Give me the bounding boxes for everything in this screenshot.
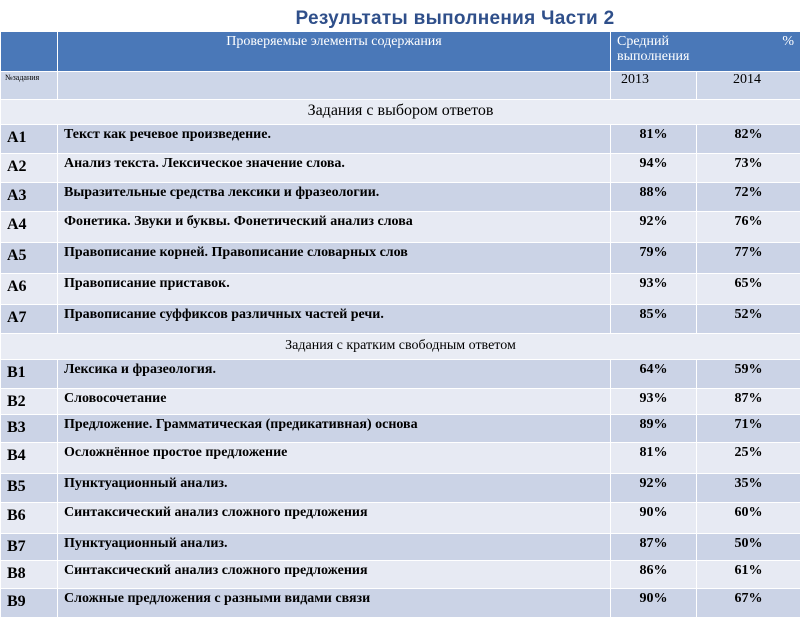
percent-2013: 89% [611, 415, 697, 443]
percent-2014: 50% [697, 534, 801, 561]
percent-2014: 77% [697, 243, 801, 274]
task-code: В2 [1, 389, 58, 415]
task-code: В6 [1, 503, 58, 534]
task-code: А3 [1, 183, 58, 212]
task-description: Лексика и фразеология. [58, 360, 611, 389]
table-row [1, 305, 801, 334]
header-row [1, 32, 801, 72]
percent-2014: 72% [697, 183, 801, 212]
percent-2014: 82% [697, 125, 801, 154]
page-title: Результаты выполнения Части 2 [295, 8, 615, 29]
percent-2013: 81% [611, 443, 697, 474]
task-code: В3 [1, 415, 58, 443]
header-average [611, 32, 801, 72]
table-row [1, 561, 801, 589]
percent-2014: 73% [697, 154, 801, 183]
percent-2013: 88% [611, 183, 697, 212]
percent-2013: 90% [611, 589, 697, 618]
percent-2014: 76% [697, 212, 801, 243]
task-description: Пунктуационный анализ. [58, 534, 611, 561]
percent-2014: 61% [697, 561, 801, 589]
table-row [1, 360, 801, 389]
task-code: В9 [1, 589, 58, 618]
table-row [1, 589, 801, 618]
task-code: А6 [1, 274, 58, 305]
task-code: А2 [1, 154, 58, 183]
percent-2013: 85% [611, 305, 697, 334]
task-description: Предложение. Грамматическая (предикативная) основа [58, 415, 611, 443]
subheader-empty-cell [58, 72, 611, 100]
subheader-row [1, 72, 801, 100]
table-row [1, 154, 801, 183]
percent-2014: 60% [697, 503, 801, 534]
percent-2014: 35% [697, 474, 801, 503]
table-row [1, 503, 801, 534]
task-code: В4 [1, 443, 58, 474]
section-title-a: Задания с выбором ответов [1, 100, 801, 125]
percent-2013: 87% [611, 534, 697, 561]
header-year-2013: 2013 [611, 72, 697, 100]
table-row [1, 474, 801, 503]
section-title-b: Задания с кратким свободным ответом [1, 334, 801, 360]
task-code: А7 [1, 305, 58, 334]
percent-2014: 52% [697, 305, 801, 334]
header-elements: Проверяемые элементы содержания [58, 32, 611, 72]
percent-2013: 64% [611, 360, 697, 389]
task-code: В1 [1, 360, 58, 389]
header-execution-label: выполнения [617, 49, 690, 64]
section-row-b [1, 334, 801, 360]
percent-2014: 59% [697, 360, 801, 389]
table-row [1, 125, 801, 154]
task-description: Сложные предложения с разными видами связи [58, 589, 611, 618]
task-description: Правописание корней. Правописание словарных слов [58, 243, 611, 274]
percent-2013: 93% [611, 274, 697, 305]
table-row [1, 389, 801, 415]
table-row [1, 212, 801, 243]
task-code: В7 [1, 534, 58, 561]
table-row [1, 183, 801, 212]
task-description: Правописание приставок. [58, 274, 611, 305]
task-description: Словосочетание [58, 389, 611, 415]
task-description: Выразительные средства лексики и фразеологии. [58, 183, 611, 212]
percent-2013: 79% [611, 243, 697, 274]
task-description: Пунктуационный анализ. [58, 474, 611, 503]
task-code: А5 [1, 243, 58, 274]
table-row [1, 534, 801, 561]
task-description: Фонетика. Звуки и буквы. Фонетический анализ слова [58, 212, 611, 243]
results-table [0, 31, 801, 618]
table-row [1, 443, 801, 474]
percent-2013: 81% [611, 125, 697, 154]
percent-2014: 67% [697, 589, 801, 618]
task-code: А4 [1, 212, 58, 243]
task-description: Синтаксический анализ сложного предложения [58, 503, 611, 534]
task-description: Текст как речевое произведение. [58, 125, 611, 154]
percent-2014: 25% [697, 443, 801, 474]
header-average-label: Средний [617, 34, 669, 49]
task-description: Синтаксический анализ сложного предложения [58, 561, 611, 589]
percent-2013: 92% [611, 474, 697, 503]
percent-2013: 90% [611, 503, 697, 534]
percent-2013: 94% [611, 154, 697, 183]
percent-2014: 71% [697, 415, 801, 443]
task-description: Осложнённое простое предложение [58, 443, 611, 474]
header-percent-sign: % [782, 34, 795, 49]
table-row [1, 243, 801, 274]
percent-2014: 87% [697, 389, 801, 415]
percent-2013: 92% [611, 212, 697, 243]
percent-2014: 65% [697, 274, 801, 305]
task-code: А1 [1, 125, 58, 154]
percent-2013: 93% [611, 389, 697, 415]
header-task-number: №задания [1, 72, 58, 100]
table-row [1, 415, 801, 443]
task-description: Анализ текста. Лексическое значение слова. [58, 154, 611, 183]
task-description: Правописание суффиксов различных частей речи. [58, 305, 611, 334]
section-row-a [1, 100, 801, 125]
table-row [1, 274, 801, 305]
header-empty-cell [1, 32, 58, 72]
percent-2013: 86% [611, 561, 697, 589]
task-code: В8 [1, 561, 58, 589]
task-code: В5 [1, 474, 58, 503]
header-year-2014: 2014 [697, 72, 801, 100]
